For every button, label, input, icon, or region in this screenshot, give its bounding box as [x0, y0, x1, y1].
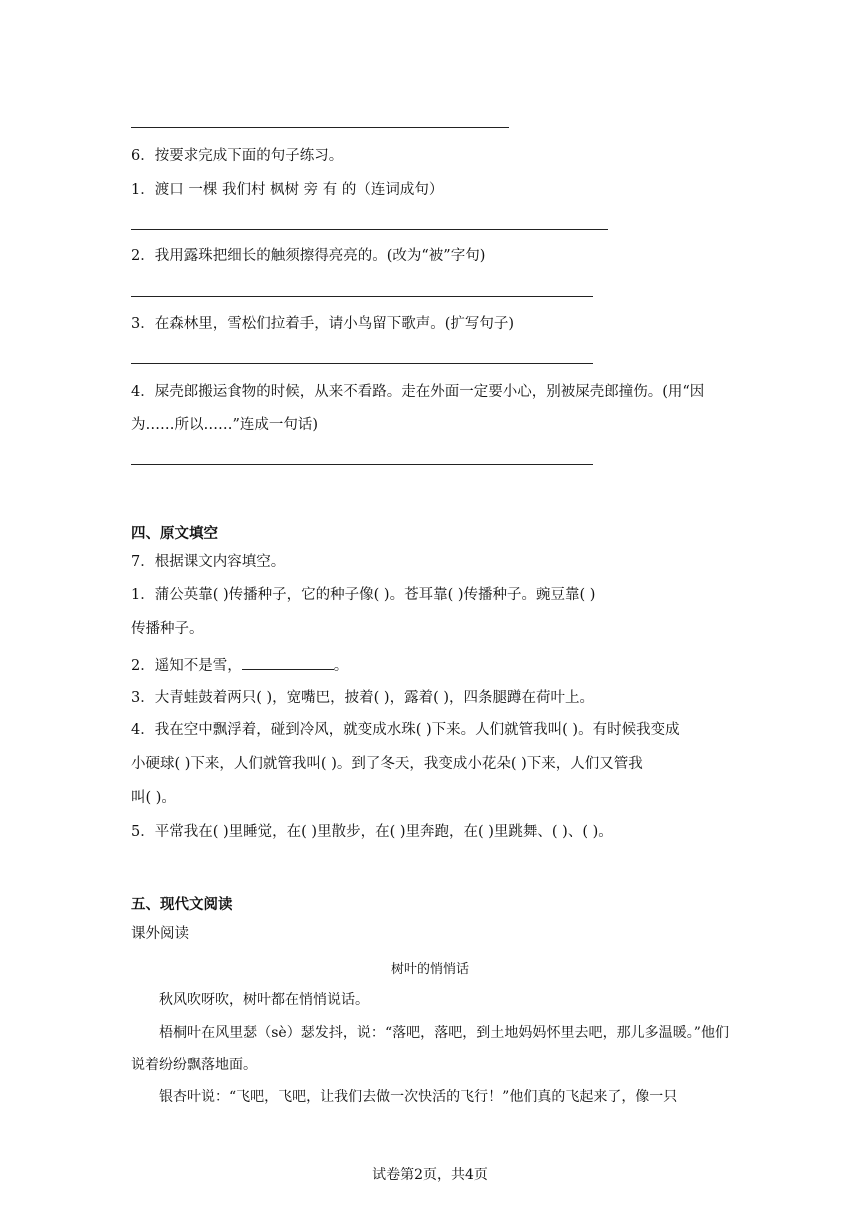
- fill-item-1-line1: 1．蒲公英靠( )传播种子，它的种子像( )。苍耳靠( )传播种子。豌豆靠( ): [131, 587, 596, 603]
- q6-item-4-line1: 4．屎壳郎搬运食物的时候，从来不看路。走在外面一定要小心，别被屎壳郎撞伤。(用“因: [131, 384, 705, 400]
- section5-subheading: 课外阅读: [131, 926, 189, 942]
- answer-line-4[interactable]: [131, 464, 593, 465]
- answer-line-3[interactable]: [131, 363, 593, 364]
- fill-item-2-prefix: 2．遥知不是雪，: [131, 658, 242, 674]
- fill-item-5: 5．平常我在( )里睡觉，在( )里散步，在( )里奔跑，在( )里跳舞、( )、( )。: [131, 824, 613, 840]
- fill-item-4-line1: 4．我在空中飘浮着，碰到冷风，就变成水珠( )下来。人们就管我叫( )。有时候我变成: [131, 722, 680, 738]
- q6-item-2: 2．我用露珠把细长的触须擦得亮亮的。(改为“被”字句): [131, 248, 486, 264]
- reading-paragraph-2: 梧桐叶在风里瑟（sè）瑟发抖，说：“落吧，落吧，到土地妈妈怀里去吧，那儿多温暖。”他们说着纷纷飘落地面。: [131, 1025, 729, 1073]
- fill-item-4-line3: 叫( )。: [131, 790, 176, 806]
- reading-paragraph-3: 银杏叶说：“飞吧，飞吧，让我们去做一次快活的飞行！”他们真的飞起来了，像一只: [159, 1089, 678, 1105]
- page-footer: 试卷第2页，共4页: [372, 1167, 488, 1183]
- reading-paragraph-1: 秋风吹呀吹，树叶都在悄悄说话。: [159, 992, 369, 1008]
- answer-line-top: [131, 127, 509, 128]
- q6-item-4-line2: 为……所以……”连成一句话): [131, 417, 319, 433]
- section4-heading: 四、原文填空: [131, 526, 218, 542]
- q6-item-1: 1．渡口 一棵 我们村 枫树 旁 有 的（连词成句）: [131, 182, 444, 198]
- q6-title: 6．按要求完成下面的句子练习。: [131, 148, 344, 164]
- reading-title: 树叶的悄悄话: [390, 962, 469, 977]
- fill-item-1-line2: 传播种子。: [131, 621, 204, 637]
- answer-line-1[interactable]: [131, 229, 608, 230]
- fill-item-4-line2: 小硬球( )下来，人们就管我叫( )。到了冬天，我变成小花朵( )下来，人们又管我: [131, 756, 643, 772]
- q6-item-3: 3．在森林里，雪松们拉着手，请小鸟留下歌声。(扩写句子): [131, 316, 515, 332]
- fill-item-3: 3．大青蛙鼓着两只( )，宽嘴巴，披着( )，露着( )，四条腿蹲在荷叶上。: [131, 690, 594, 706]
- fill-blank[interactable]: [242, 655, 334, 670]
- section5-heading: 五、现代文阅读: [131, 897, 233, 913]
- fill-item-2: [131, 655, 348, 676]
- fill-item-2-suffix: 。: [333, 658, 349, 674]
- q7-title: 7．根据课文内容填空。: [131, 554, 286, 570]
- answer-line-2[interactable]: [131, 296, 593, 297]
